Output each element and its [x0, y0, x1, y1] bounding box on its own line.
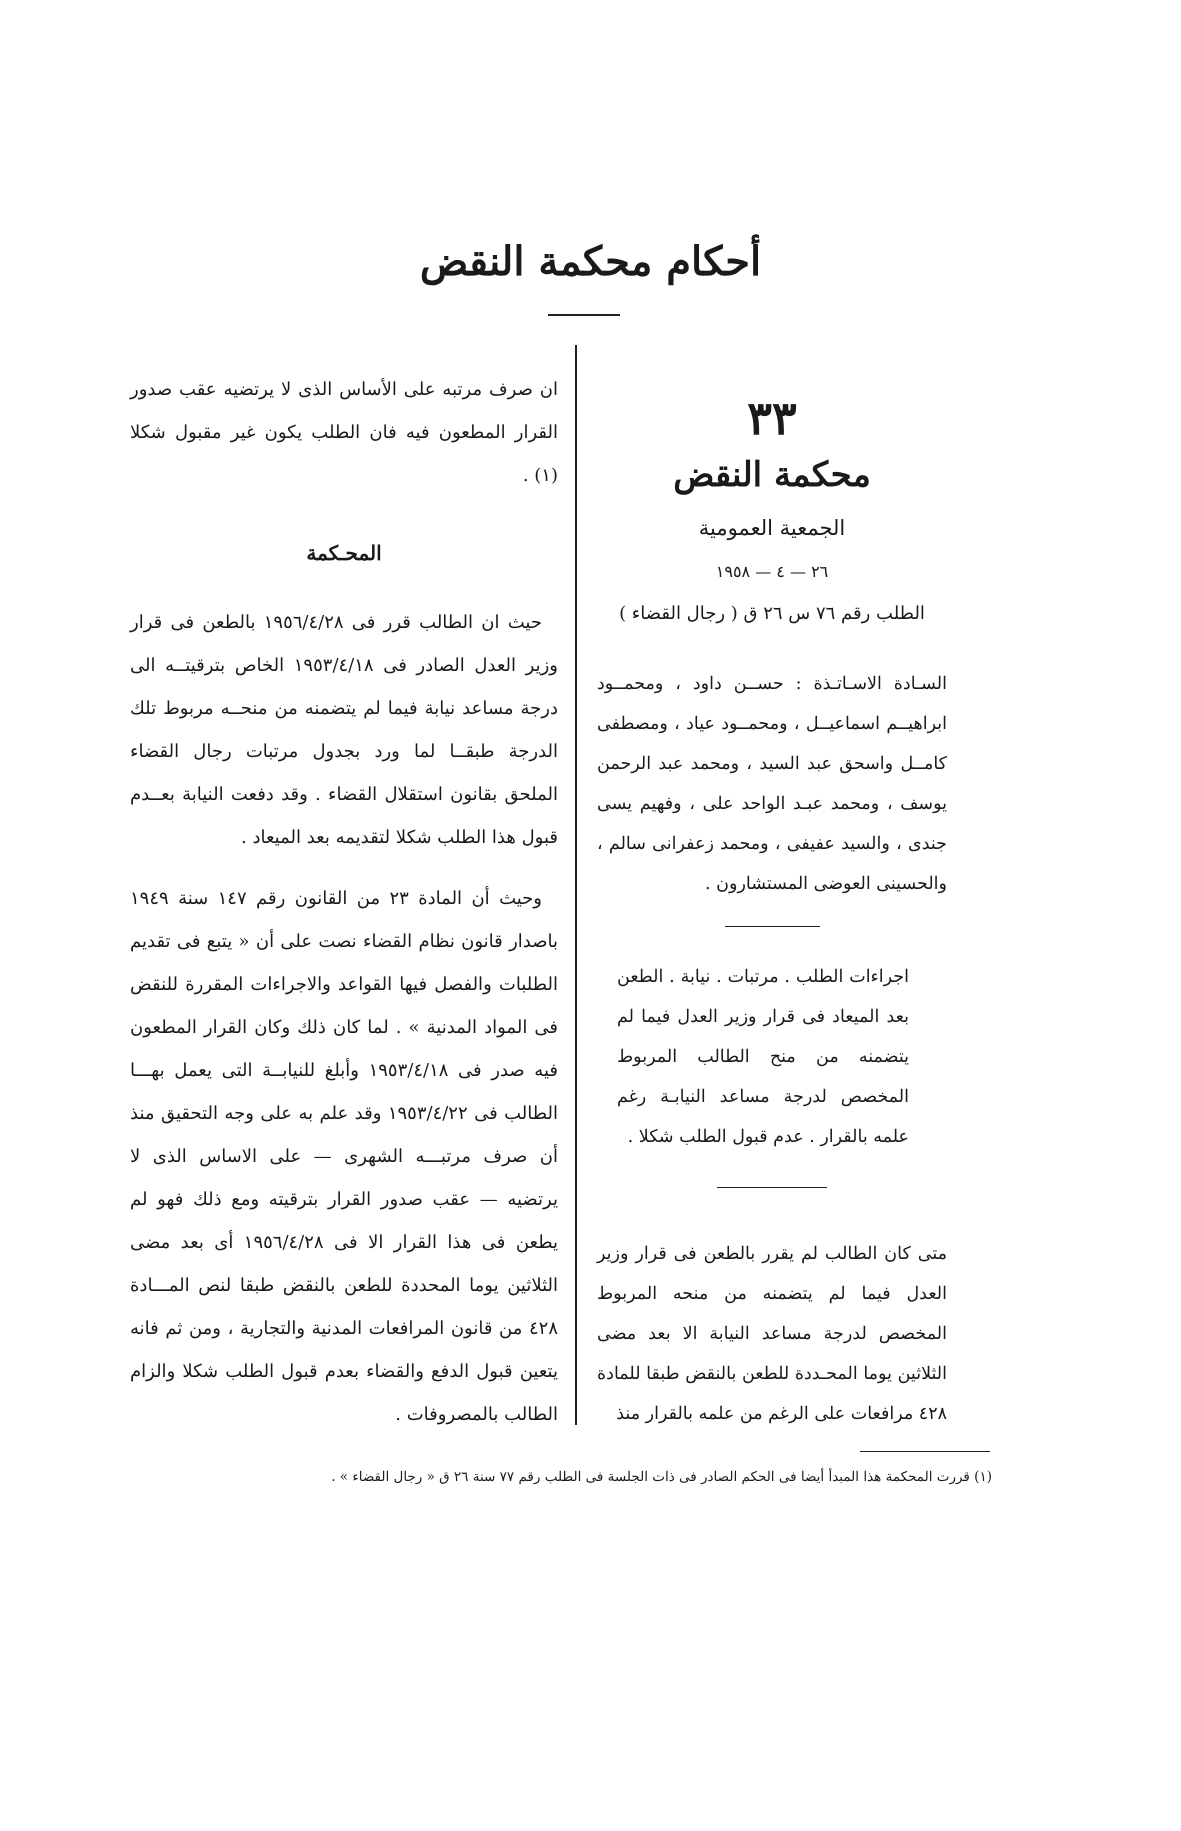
- judgment-paragraph: حيث ان الطالب قرر فى ١٩٥٦/٤/٢٨ بالطعن فى قرار وزير العدل الصادر فى ١٩٥٣/٤/١٨ الخاص بترقيتــه الى درجة مساعد نيابة فيما لم يتضمنه من منحــه مربوط تلك الدرجة طبقــا لما ورد بجدول مرتبات رجال القضاء الملحق بقانون استقلال القضاء . وقد دفعت النيابة بعــدم قبول هذا الطلب شكلا لتقديمه بعد الميعاد .: [130, 612, 558, 848]
- request-number: الطلب رقم ٧٦ س ٢٦ ق ( رجال القضاء ): [619, 603, 925, 624]
- section-rule: [717, 1187, 827, 1188]
- case-number: ٣٣: [747, 391, 797, 445]
- column-divider: [575, 345, 577, 1425]
- court-name: محكمة النقض: [673, 455, 871, 495]
- footnote-rule: [860, 1451, 990, 1452]
- section-rule: [725, 926, 820, 927]
- principle-continuation: ان صرف مرتبه على الأساس الذى لا يرتضيه عقب صدور القرار المطعون فيه فان الطلب يكون غير مقبول شكلا (١) .: [130, 379, 558, 486]
- page-title: أحكام محكمة النقض: [419, 238, 762, 285]
- session-date: ٢٦ — ٤ — ١٩٥٨: [715, 562, 829, 581]
- footnote: (١) قررت المحكمة هذا المبدأ أيضا فى الحكم الصادر فى ذات الجلسة فى الطلب رقم ٧٧ سنة ٢٦ ق « رجال القضاء » .: [331, 1469, 992, 1485]
- headnote: اجراءات الطلب . مرتبات . نيابة . الطعن بعد الميعاد فى قرار وزير العدل فيما لم يتضمنه من منح الطالب المربوط المخصص لدرجة مساعد النيابـة رغم علمه بالقرار . عدم قبول الطلب شكلا .: [617, 967, 909, 1147]
- assembly-name: الجمعية العمومية: [698, 516, 846, 540]
- title-rule: [548, 314, 620, 316]
- section-title: المحـكمة: [306, 541, 382, 565]
- legal-principle: متى كان الطالب لم يقرر بالطعن فى قرار وزير العدل فيما لم يتضمنه من منحه المربوط المخصص لدرجة مساعد النيابة الا بعد مضى الثلاثين يوما المحـددة للطعن بالنقض طبقا للمادة ٤٢٨ مرافعات على الرغم من علمه بالقرار منذ: [597, 1244, 947, 1424]
- judges-list: السـادة الاسـاتـذة : حســن داود ، ومحمــود ابراهيــم اسماعيــل ، ومحمــود عياد ، ومصطفى كامــل واسحق عبد السيد ، ومحمد عبد الرحمن يوسف ، ومحمد عبـد الواحد على ، وفهيم يسى جندى ، والسيد عفيفى ، ومحمد زعفرانى سالم ، والحسينى العوضى المستشارون .: [597, 674, 947, 894]
- judgment-paragraph: وحيث أن المادة ٢٣ من القانون رقم ١٤٧ سنة ١٩٤٩ باصدار قانون نظام القضاء نصت على أن « يتبع فى تقديم الطلبات والفصل فيها القواعد والاجراءات المقررة للنقض فى المواد المدنية » . لما كان ذلك وكان القرار المطعون فيه صدر فى ١٩٥٣/٤/١٨ وأبلغ للنيابــة التى يعمل بهـــا الطالب فى ١٩٥٣/٤/٢٢ وقد علم به على وجه التحقيق منذ أن صرف مرتبـــه الشهرى — على الاساس الذى لا يرتضيه — عقب صدور القرار بترقيته ومع ذلك فهو لم يطعن فى هذا القرار الا فى ١٩٥٦/٤/٢٨ أى بعد مضى الثلاثين يوما المحددة للطعن بالنقض طبقا لنص المـــادة ٤٢٨ من قانون المرافعات المدنية والتجارية ، ومن ثم فانه يتعين قبول الدفع والقضاء بعدم قبول الطلب شكلا والزام الطالب بالمصروفات .: [130, 888, 558, 1425]
- case-summary-column: [597, 380, 947, 1434]
- judgment-column: [130, 368, 558, 1436]
